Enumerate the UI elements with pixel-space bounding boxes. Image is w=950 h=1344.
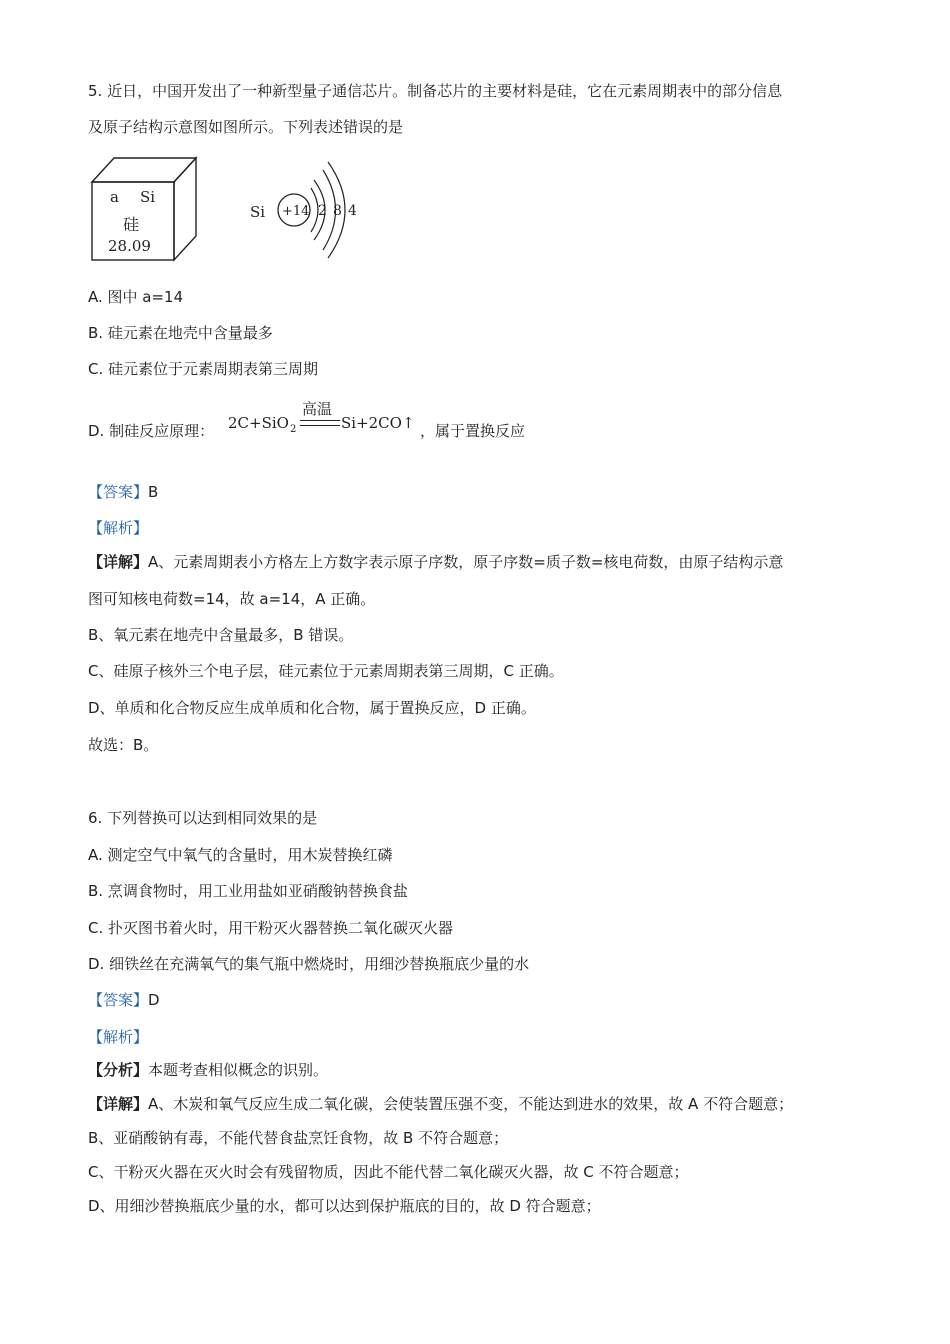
q6-option-b: B. 烹调食物时，用工业用盐如亚硝酸钠替换食盐 xyxy=(88,882,408,900)
q6-answer xyxy=(88,990,160,1010)
q5-detail-line4: C、硅原子核外三个电子层，硅元素位于元素周期表第三周期，C 正确。 xyxy=(88,662,564,680)
q6-detail-line3: C、干粉灭火器在灭火时会有残留物质，因此不能代替二氧化碳灭火器，故 C 不符合题意； xyxy=(88,1163,689,1181)
q5-stem-line2: 及原子结构示意图如图所示。下列表述错误的是 xyxy=(88,118,404,136)
q5-detail-line1 xyxy=(88,552,783,572)
q6-detail-text1: A、木炭和氧气反应生成二氧化碳，会使装置压强不变，不能达到进水的效果，故 A 不符合题意； xyxy=(148,1095,794,1113)
equation-reactants: 2C+SiO xyxy=(228,414,289,432)
q6-fenxi-text: 本题考查相似概念的识别。 xyxy=(148,1061,329,1079)
q6-detail-tag: 【详解】 xyxy=(88,1095,149,1113)
chemical-equation xyxy=(228,398,428,448)
q5-detail-line5: D、单质和化合物反应生成单质和化合物，属于置换反应，D 正确。 xyxy=(88,699,536,717)
cell-atomic-number: a xyxy=(110,188,119,206)
q6-answer-value: D xyxy=(148,991,160,1009)
q5-answer xyxy=(88,482,158,502)
q5-detail-line2: 图可知核电荷数=14，故 a=14，A 正确。 xyxy=(88,590,376,608)
nucleus-charge: +14 xyxy=(282,204,310,219)
shell-electrons-1: 2 xyxy=(318,203,327,219)
q5-option-b: B. 硅元素在地壳中含量最多 xyxy=(88,324,273,342)
q5-answer-tag: 【答案】 xyxy=(88,483,149,501)
q5-option-a: A. 图中 a=14 xyxy=(88,288,184,306)
equation-subscript: 2 xyxy=(290,424,297,435)
q5-stem-line1: 5. 近日，中国开发出了一种新型量子通信芯片。制备芯片的主要材料是硅，它在元素周期表中的部分信息 xyxy=(88,82,783,100)
q6-detail-line1 xyxy=(88,1094,793,1114)
atom-symbol: Si xyxy=(250,203,266,221)
q6-fenxi-line xyxy=(88,1060,328,1080)
cell-atomic-mass: 28.09 xyxy=(108,237,151,255)
q6-fenxi-tag: 【分析】 xyxy=(88,1061,149,1079)
q5-detail-text1: A、元素周期表小方格左上方数字表示原子序数，原子序数=质子数=核电荷数，由原子结构示意 xyxy=(148,553,784,571)
q6-option-a: A. 测定空气中氧气的含量时，用木炭替换红磷 xyxy=(88,846,393,864)
q5-detail-line3: B、氧元素在地壳中含量最多，B 错误。 xyxy=(88,626,354,644)
q5-analysis-tag: 【解析】 xyxy=(88,519,149,537)
q5-option-d-prefix: D. 制硅反应原理： xyxy=(88,422,215,440)
q5-option-c: C. 硅元素位于元素周期表第三周期 xyxy=(88,360,319,378)
q6-analysis-tag: 【解析】 xyxy=(88,1028,149,1046)
shell-electrons-3: 4 xyxy=(348,203,357,219)
q5-option-d-suffix: ，属于置换反应 xyxy=(420,422,526,440)
q6-detail-line4: D、用细沙替换瓶底少量的水，都可以达到保护瓶底的目的，故 D 符合题意； xyxy=(88,1197,601,1215)
equation-equals xyxy=(300,420,340,426)
shell-arc-1 xyxy=(311,188,318,232)
q6-stem: 6. 下列替换可以达到相同效果的是 xyxy=(88,809,318,827)
atomic-structure-figure xyxy=(248,152,368,264)
q6-option-c: C. 扑灭图书着火时，用干粉灭火器替换二氧化碳灭火器 xyxy=(88,919,454,937)
cell-element-name: 硅 xyxy=(123,215,140,234)
shell-electrons-2: 8 xyxy=(333,203,342,219)
equation-products: Si+2CO↑ xyxy=(341,414,415,432)
equation-condition: 高温 xyxy=(302,400,333,418)
q6-option-d: D. 细铁丝在充满氧气的集气瓶中燃烧时，用细沙替换瓶底少量的水 xyxy=(88,955,530,973)
periodic-table-cell-figure xyxy=(88,152,200,264)
q5-conclusion: 故选：B。 xyxy=(88,736,159,754)
cell-symbol: Si xyxy=(140,188,156,206)
q5-answer-value: B xyxy=(148,483,159,501)
q5-detail-tag: 【详解】 xyxy=(88,553,149,571)
q6-detail-line2: B、亚硝酸钠有毒，不能代替食盐烹饪食物，故 B 不符合题意； xyxy=(88,1129,509,1147)
q6-answer-tag: 【答案】 xyxy=(88,991,149,1009)
